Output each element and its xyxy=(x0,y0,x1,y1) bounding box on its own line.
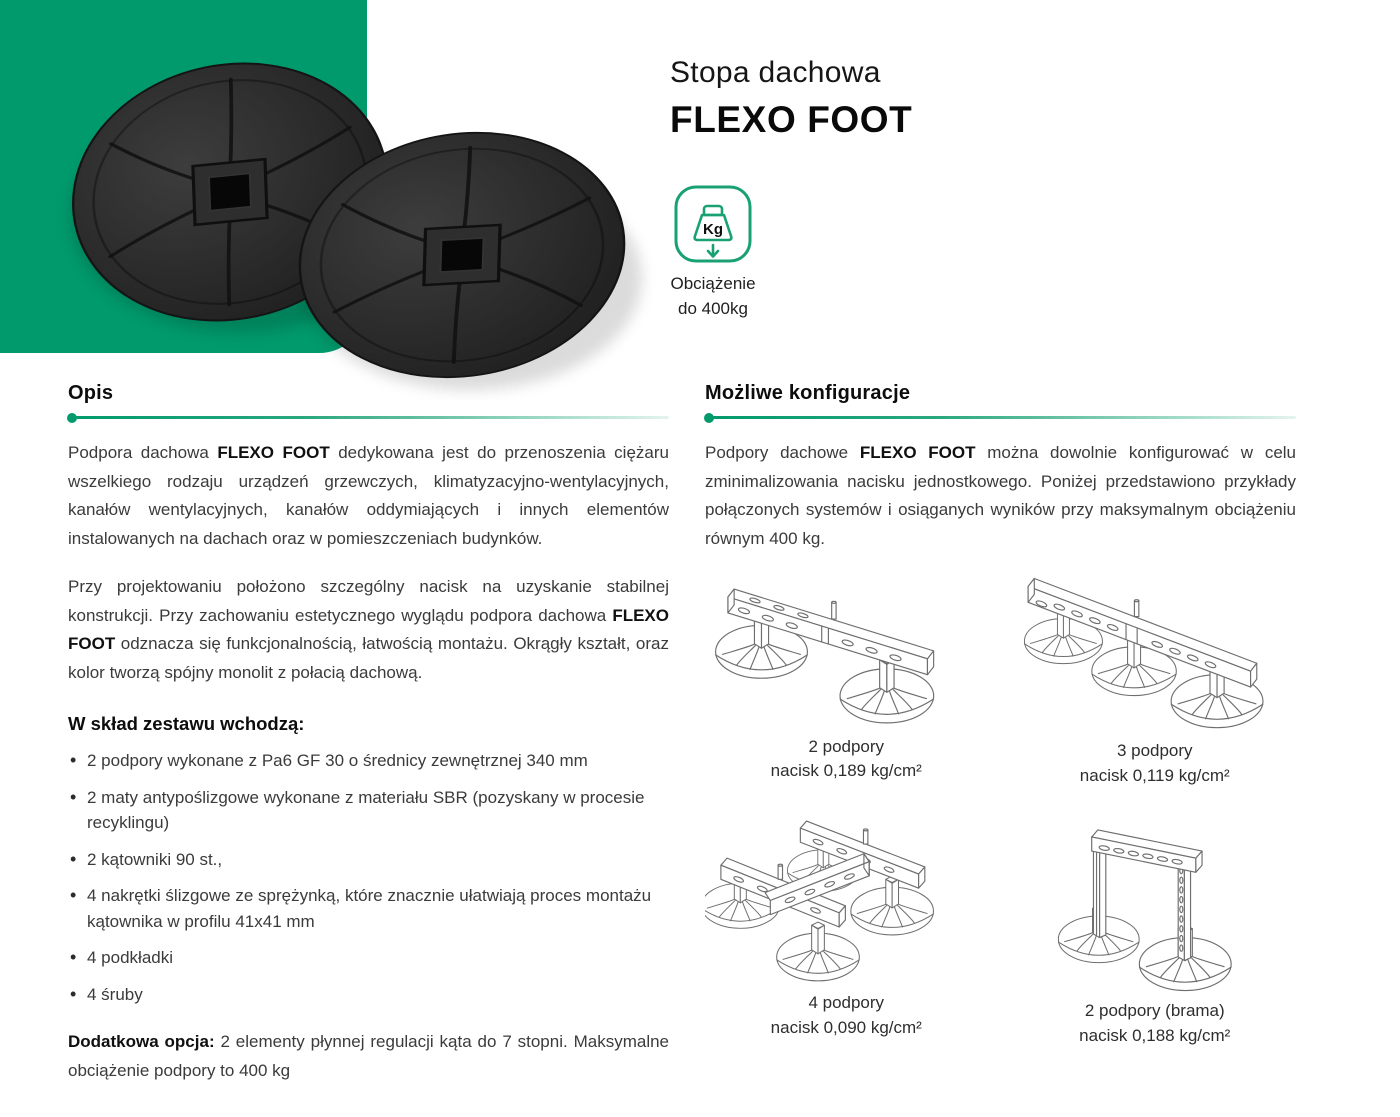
product-name-bold: FLEXO FOOT xyxy=(217,443,330,462)
product-subtitle: Stopa dachowa xyxy=(670,56,881,89)
product-name-bold: FLEXO FOOT xyxy=(68,605,669,654)
kg-weight-icon xyxy=(673,184,753,264)
kg-label: Kg xyxy=(703,221,723,238)
isometric-diagram-3-supports xyxy=(1014,567,1297,735)
isometric-diagram-2-supports-gate xyxy=(1014,814,1297,995)
configurations-heading: Możliwe konfiguracje xyxy=(705,382,911,404)
product-title: FLEXO FOOT xyxy=(670,99,913,140)
figure-pressure: nacisk 0,189 kg/cm² xyxy=(770,761,922,781)
figure-title: 4 podpory xyxy=(808,993,885,1013)
badge-caption xyxy=(657,272,769,321)
paragraph-text: dedykowana jest do przenoszenia ciężaru wszelkiego rodzaju urządzeń grzewczych, klimatyzacyjno-wentylacyjnych, kanałów wentylacyjnych, kanałów oddymiających i innych elementów instalowanych na dachach oraz w pomieszczeniach budynków. xyxy=(68,443,669,548)
figure-4-supports xyxy=(705,814,988,1048)
configuration-figures xyxy=(705,567,1296,1048)
kit-heading: W skład zestawu wchodzą: xyxy=(68,713,305,735)
figure-pressure: nacisk 0,188 kg/cm² xyxy=(1079,1025,1231,1045)
isometric-diagram-2-supports xyxy=(705,567,988,730)
green-divider xyxy=(68,416,669,419)
figure-pressure: nacisk 0,119 kg/cm² xyxy=(1079,765,1230,785)
extra-option-label: Dodatkowa opcja: xyxy=(68,1032,215,1052)
description-paragraph-2 xyxy=(68,573,669,687)
paragraph-text: Podpora dachowa xyxy=(68,443,218,462)
badge-caption-line1: Obciążenie xyxy=(670,274,756,293)
figure-2-supports xyxy=(705,567,988,788)
paragraph-text: 2 elementy płynnej regulacji kąta do 7 stopni. Maksymalne obciążenie podpory to 400 kg xyxy=(68,1032,669,1080)
description-heading: Opis xyxy=(68,382,114,404)
paragraph-text: Podpory dachowe xyxy=(705,443,860,462)
extra-option-paragraph xyxy=(68,1028,669,1085)
green-divider xyxy=(705,416,1296,419)
description-section xyxy=(68,382,669,1085)
product-name-bold: FLEXO FOOT xyxy=(859,443,976,462)
kit-item: • 2 kątowniki 90 st., xyxy=(68,847,669,873)
figure-title: 3 podpory xyxy=(1116,740,1193,760)
figure-title: 2 podpory (brama) xyxy=(1084,1001,1225,1021)
configurations-section xyxy=(705,382,1296,1048)
load-capacity-badge xyxy=(657,184,769,321)
kit-item: • 4 nakrętki ślizgowe ze sprężynką, które znacznie ułatwiają proces montażu kątownika w profilu 41x41 mm xyxy=(68,883,669,934)
paragraph-text: odznacza się funkcjonalnością, łatwością montażu. Okrągły kształt, oraz kolor tworzą spójny monolit z połacią dachową. xyxy=(68,634,669,682)
figure-title: 2 podpory xyxy=(808,736,885,756)
configurations-paragraph xyxy=(705,439,1296,553)
kit-item: • 4 podkładki xyxy=(68,945,669,971)
title-block xyxy=(670,56,912,141)
kit-item: • 2 maty antypoślizgowe wykonane z materiału SBR (pozyskany w procesie recyklingu) xyxy=(68,785,669,836)
description-paragraph-1 xyxy=(68,439,669,553)
isometric-diagram-4-supports xyxy=(705,814,988,987)
kit-item: • 2 podpory wykonane z Pa6 GF 30 o średnicy zewnętrznej 340 mm xyxy=(68,748,669,774)
figure-pressure: nacisk 0,090 kg/cm² xyxy=(770,1017,922,1037)
kit-list xyxy=(68,748,669,1007)
badge-caption-line2: do 400kg xyxy=(678,298,748,318)
kit-item: • 4 śruby xyxy=(68,982,669,1008)
paragraph-text: Przy projektowaniu położono szczególny nacisk na uzyskanie stabilnej konstrukcji. Przy zachowaniu estetycznego wyglądu podpora dachowa xyxy=(68,577,669,625)
figure-2-supports-gate xyxy=(1014,814,1297,1048)
roof-foot-discs-photo xyxy=(0,0,660,400)
figure-3-supports xyxy=(1014,567,1297,788)
paragraph-text: można dowolnie konfigurować w celu zminimalizowania nacisku jednostkowego. Poniżej przedstawiono przykłady połączonych systemów i osiąganych wyników przy maksymalnym obciążeniu równym 400 kg. xyxy=(705,443,1297,548)
